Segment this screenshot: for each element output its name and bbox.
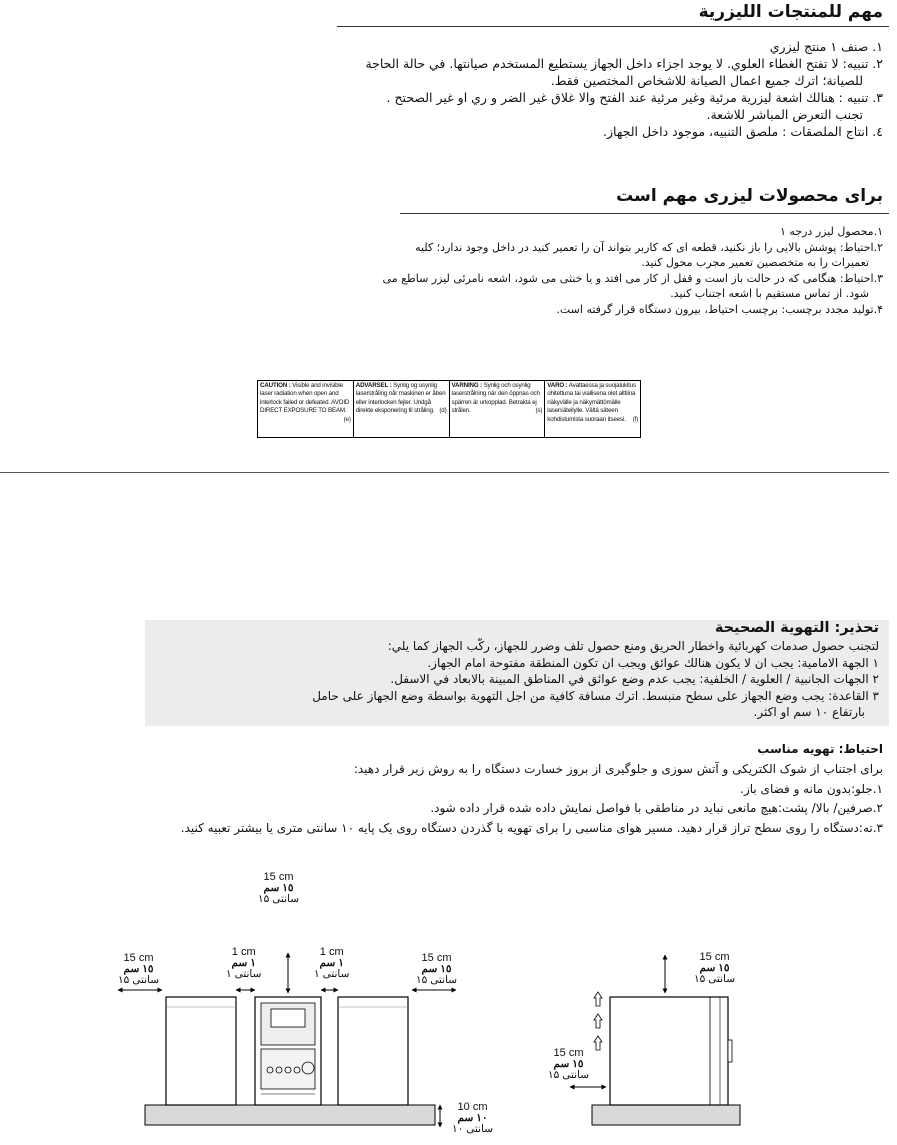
side-top-clearance-label: 15 cm ١٥ سم ۱۵ سانتی [694,951,736,985]
arabic-vent-line: ١ الجهة الامامية: يجب ان لا يكون هنالك عوائق ويجب ان تكون المنطقة مفتوحة امام الجهاز. [427,655,879,670]
arabic-laser-line: ٣. تنبيه : هنالك اشعة ليزرية مرئية وغير مرئية عند الفتح والا غلاق غير الضر و ري او غير الصحتح . [386,90,883,105]
persian-vent-body [123,760,883,838]
arabic-vent-body [159,638,879,721]
persian-laser-body [323,224,883,317]
arabic-laser-title: مهم للمنتجات الليزرية [698,2,883,22]
arabic-vent-line: ٢ الجهات الجانبية / العلوية / الخلفية: يجب عدم وضع عوائق في المناطق المبينة بالابعاد في الاسفل. [390,672,879,687]
arabic-laser-line: للصيانة؛ اترك جميع اعمال الصيانة للاشخاص المختصين فقط. [550,73,863,88]
persian-laser-line: ۲.احتیاط: پوشش بالایی را باز نکنید، قطعه ای که کاربر بتواند آن را تعمیر کنید در داخل وجود ندارد؛ کلیه [415,240,883,254]
persian-laser-line: تعمیرات را به متخصصین تعمیر مجرب محول کنید. [641,256,869,269]
front-view-diagram [110,865,510,1145]
right-clearance-label: 15 cm ١٥ سم ۱۵ سانتی [416,952,458,986]
left-gap-label: 1 cm ١ سم ۱ سانتی [226,946,262,980]
arabic-vent-line: ٣ القاعدة: يجب وضع الجهاز على سطح منبسط. اترك مسافة كافية من اجل التهوية بواسطة وضع الجهاز على حامل [312,688,879,703]
label-tag: (f) [632,415,638,423]
label-head: VARNING : [451,382,483,389]
label-body: Visible and invisible laser radiation when open and interlock failed or defeated. AVOID DIRECT EXPOSURE TO BEAM. [260,382,350,415]
arabic-vent-line: بارتفاع ١٠ سم او اكثر. [753,705,865,720]
persian-laser-line: ۳.احتیاط: هنگامی که در حالت باز است و قفل از کار می افتد و یا خنثی می شود، اشعه نامرئی لیزر ساطع می [382,271,883,285]
arabic-vent-line: لتجنب حصول صدمات كهربائية واخطار الحريق ومنع حصول تلف وضرر للجهاز، ركّب الجهاز كما يلي: [387,639,879,653]
arabic-laser-line: ٢. تنبيه: لا تفتح الغطاء العلوي. لا يوجد اجزاء داخل الجهاز يستطيع المستخدم صيانتها. في حالة الحاجة [365,56,883,71]
label-cell-swedish [450,381,546,437]
side-base-shelf [592,1105,740,1125]
persian-laser-title: برای محصولات لیزری مهم است [616,186,883,206]
section-divider [0,472,889,473]
label-cell-finnish [545,381,640,437]
label-head: CAUTION : [260,382,291,389]
persian-vent-line: برای اجتناب از شوک الکتریکی و آتش سوزی و جلوگیری از بروز خسارت دستگاه را به روش زیر قرار دهید: [353,762,883,776]
right-speaker [338,997,408,1105]
label-tag: (s) [535,407,543,415]
left-speaker [166,997,236,1105]
label-head: VARO : [547,382,568,389]
arabic-laser-line: ٤. انتاج الملصقات : ملصق التنبيه، موجود داخل الجهاز. [603,124,883,139]
label-body: Synlig och osynlig laserstrålning när den öppnas och spärren är urkopplad. Betrakta ej strålen. [451,382,540,415]
arabic-laser-line: تجنب التعرض المباشر للاشعة. [706,107,863,122]
persian-title-rule [400,213,889,214]
label-tag: (e) [343,415,351,423]
persian-laser-line: ۴.تولید مجدد برچسب: برچسب احتیاط، بیرون دستگاه قرار گرفته است. [556,302,883,316]
label-body: Synlig og usynlig laserstråling når maskinen er åben eller interlocken fejler. Undgå direkte eksponering til stråling. [355,382,446,415]
left-clearance-label: 15 cm ١٥ سم ۱۵ سانتی [118,952,160,986]
label-cell-english [258,381,354,437]
persian-vent-line: ۲.صرفین/ بالا/ پشت:هیچ مانعی نباید در مناطقی با فواصل نمایش داده شده قرار داده شود. [430,801,883,815]
side-back-clearance-label: 15 cm ١٥ سم ۱۵ سانتی [548,1047,590,1081]
laser-caution-label [257,380,641,438]
arabic-laser-body [323,38,883,140]
arabic-ventilation-block [145,620,889,726]
bottom-clearance-label: 10 cm ١٠ سم ۱۰ سانتی [452,1101,494,1135]
persian-vent-title: احتیاط: تهویه مناسب [757,742,883,756]
arabic-title-rule [337,26,889,27]
persian-vent-line: ۳.ته:دستگاه را روی سطح تراز قرار دهید. مسیر هوای مناسبی را برای تهویه با گذردن دستگاه روی یک پایه ۱۰ سانتی متری یا بیشتر تعبیه کنید. [180,820,883,835]
persian-laser-line: ۱.محصول لیزر درجه ۱ [780,225,883,238]
persian-laser-line: شود. از تماس مستقیم با اشعه اجتناب کنید. [670,287,869,300]
label-head: ADVARSEL : [355,382,392,389]
label-cell-danish [354,381,450,437]
top-clearance-label: 15 cm ١٥ سم ۱۵ سانتی [258,871,300,905]
right-gap-label: 1 cm ١ سم ۱ سانتی [314,946,350,980]
arabic-vent-title: تحذير: التهوية الصحيحة [714,620,879,636]
arabic-laser-line: ١. صنف ١ منتج ليزري [769,39,883,54]
base-shelf [145,1105,435,1125]
airflow-up-icon [594,992,602,1050]
persian-vent-line: ۱.جلو:بدون مانه و فضای باز. [740,781,883,796]
label-body: Avattaessa ja suojalukitus ohitettuna tai viallisena olet alttiina näkyvälle ja näkymättömälle lasersäteilylle. Vältä säteen kohdistumista suoraan itseesi. [547,382,636,423]
label-tag: (d) [439,407,447,415]
